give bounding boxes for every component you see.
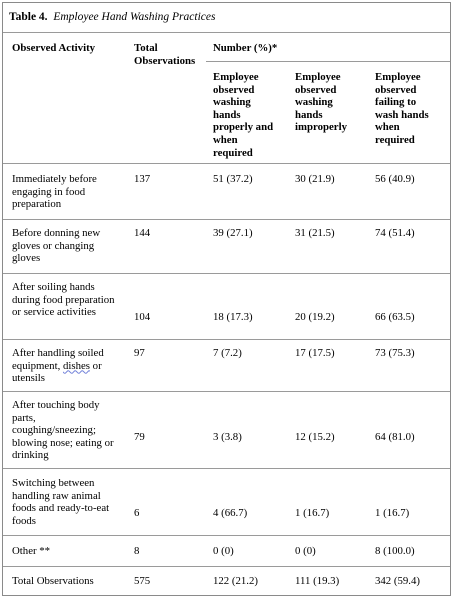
activity-line: Before donning new	[12, 227, 101, 239]
row-3-failing: 66 (63.5)	[375, 311, 415, 323]
header-total-line-2: Observations	[134, 54, 196, 67]
activity-line: preparation	[12, 198, 62, 211]
header-improper-line: Employee	[295, 71, 341, 83]
rule-row-3	[3, 339, 450, 340]
row-5-proper: 3 (3.8)	[213, 431, 242, 443]
activity-line: utensils	[12, 372, 45, 385]
spellcheck-underline: dishes	[62, 359, 90, 372]
row-2-improper: 31 (21.5)	[295, 227, 335, 239]
header-proper-line: Employee	[213, 71, 259, 83]
activity-line: After soiling hands	[12, 281, 95, 293]
row-4-total: 97	[134, 347, 145, 359]
header-total-observations	[134, 42, 195, 67]
header-failing-line: wash hands	[375, 108, 429, 121]
header-improper-line: improperly	[295, 121, 347, 134]
row-5-total: 79	[134, 431, 145, 443]
header-failing-line: when	[375, 121, 400, 134]
row-1-total: 137	[134, 173, 151, 185]
row-2-failing: 74 (51.4)	[375, 227, 415, 239]
activity-line: Switching between	[12, 477, 95, 489]
row-2-activity	[12, 227, 100, 265]
activity-line: drinking	[12, 449, 49, 462]
row-total-total: 575	[134, 575, 151, 587]
row-total-improper: 111 (19.3)	[295, 575, 340, 587]
header-improper-line: hands	[295, 108, 323, 121]
header-improper-line: observed	[295, 83, 337, 96]
row-7-proper: 0 (0)	[213, 545, 234, 557]
row-4-proper: 7 (7.2)	[213, 347, 242, 359]
header-observed-activity: Observed Activity	[12, 42, 96, 54]
header-number-percent: Number (%)*	[213, 42, 278, 54]
row-6-activity	[12, 477, 109, 527]
row-7-failing: 8 (100.0)	[375, 545, 415, 557]
row-6-improper: 1 (16.7)	[295, 507, 330, 519]
row-1-improper: 30 (21.9)	[295, 173, 335, 185]
rule-subheader	[206, 61, 450, 62]
row-5-activity	[12, 399, 114, 462]
header-proper-line: observed	[213, 83, 255, 96]
activity-line: Immediately before	[12, 173, 97, 185]
row-7-activity: Other **	[12, 545, 51, 557]
rule-row-4	[3, 391, 450, 392]
header-improper-line: washing	[295, 96, 333, 109]
header-proper-line: when	[213, 133, 238, 146]
rule-row-6	[3, 535, 450, 536]
rule-row-7	[3, 566, 450, 567]
row-3-activity	[12, 281, 115, 319]
header-failing-line: failing to	[375, 96, 417, 109]
row-total-proper: 122 (21.2)	[213, 575, 258, 587]
activity-line: After handling soiled	[12, 347, 104, 359]
row-5-improper: 12 (15.2)	[295, 431, 335, 443]
header-proper	[213, 71, 273, 159]
row-7-total: 8	[134, 545, 140, 557]
row-3-improper: 20 (19.2)	[295, 311, 335, 323]
activity-line: equipment, dishes or	[12, 359, 102, 372]
row-5-failing: 64 (81.0)	[375, 431, 415, 443]
activity-line: handling raw animal	[12, 489, 101, 502]
header-proper-line: properly and	[213, 121, 274, 134]
row-1-failing: 56 (40.9)	[375, 173, 415, 185]
header-failing	[375, 71, 429, 147]
header-proper-line: washing	[213, 96, 251, 109]
rule-title	[3, 32, 450, 33]
row-3-total: 104	[134, 311, 151, 323]
row-total-activity: Total Observations	[12, 575, 94, 587]
row-7-improper: 0 (0)	[295, 545, 316, 557]
rule-row-5	[3, 468, 450, 469]
activity-line: blowing nose; eating or	[12, 436, 114, 449]
rule-row-1	[3, 219, 450, 220]
activity-line: foods	[12, 514, 36, 527]
row-total-failing: 342 (59.4)	[375, 575, 420, 587]
activity-line: gloves	[12, 252, 41, 265]
table-number: Table 4.	[9, 11, 48, 23]
row-6-failing: 1 (16.7)	[375, 507, 410, 519]
row-2-total: 144	[134, 227, 151, 239]
activity-line: during food preparation	[12, 293, 115, 306]
activity-line: gloves or changing	[12, 239, 95, 252]
header-improper	[295, 71, 347, 134]
activity-line: parts,	[12, 411, 36, 424]
activity-line: foods and ready-to-eat	[12, 502, 110, 515]
row-6-proper: 4 (66.7)	[213, 507, 248, 519]
activity-line: After touching body	[12, 399, 100, 411]
table-title	[9, 10, 215, 24]
row-4-activity	[12, 347, 104, 385]
header-failing-line: Employee	[375, 71, 421, 83]
activity-line: coughing/sneezing;	[12, 424, 96, 437]
row-6-total: 6	[134, 507, 140, 519]
activity-line: or service activities	[12, 306, 96, 319]
row-2-proper: 39 (27.1)	[213, 227, 253, 239]
header-failing-line: required	[375, 133, 415, 146]
row-1-activity	[12, 173, 97, 211]
activity-line: engaging in food	[12, 185, 86, 198]
row-4-improper: 17 (17.5)	[295, 347, 335, 359]
rule-row-2	[3, 273, 450, 274]
row-4-failing: 73 (75.3)	[375, 347, 415, 359]
row-3-proper: 18 (17.3)	[213, 311, 253, 323]
row-1-proper: 51 (37.2)	[213, 173, 253, 185]
table-caption: Employee Hand Washing Practices	[53, 11, 216, 23]
rule-header	[3, 163, 450, 164]
header-total-line-1: Total	[134, 42, 158, 54]
header-failing-line: observed	[375, 83, 417, 96]
header-proper-line: required	[213, 146, 253, 159]
header-proper-line: hands	[213, 108, 241, 121]
